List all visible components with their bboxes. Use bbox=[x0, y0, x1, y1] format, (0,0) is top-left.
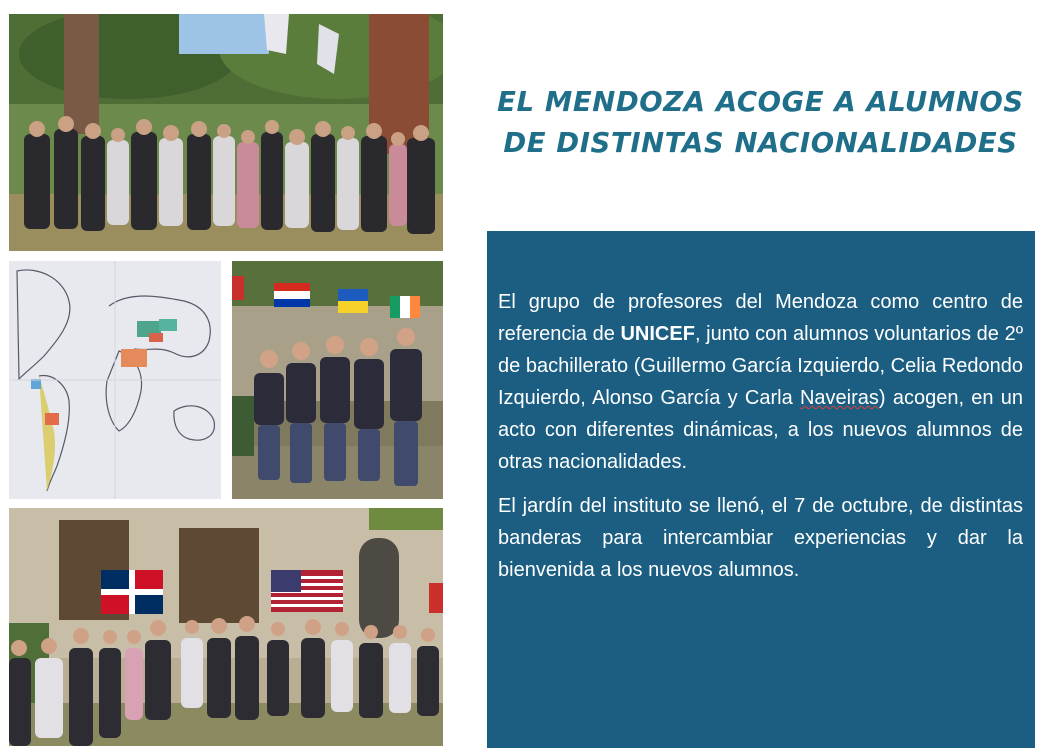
unicef-label: UNICEF bbox=[620, 323, 695, 345]
students-flags-photo bbox=[232, 261, 443, 499]
p1-text-after: ) acogen, en un acto con diferentes dinámicas, a los nuevos alumnos de otras nacionalidades. bbox=[498, 387, 1023, 473]
paragraph-2: El jardín del instituto se llenó, el 7 de octubre, de distintas banderas para intercambiar experiencias y dar la bienvenida a los nuevos alumnos. bbox=[498, 495, 1023, 581]
headline bbox=[488, 82, 1033, 164]
headline-line-2: DE DISTINTAS NACIONALIDADES bbox=[503, 127, 1018, 159]
misspelled-name: Naveiras bbox=[799, 387, 879, 409]
headline-line-1: EL MENDOZA ACOGE A ALUMNOS bbox=[497, 86, 1024, 118]
world-map-photo bbox=[9, 261, 221, 499]
article-body bbox=[498, 286, 1023, 598]
p1-text-middle: , junto con alumnos voluntarios de 2º de bachillerato (Guillermo García Izquierdo, Celia Redondo Izquierdo, Alonso García y Carla bbox=[498, 323, 1023, 409]
building-flags-photo bbox=[9, 508, 443, 746]
article-panel bbox=[487, 231, 1035, 748]
p1-text-before: El grupo de profesores del Mendoza como centro de referencia de bbox=[498, 291, 1023, 345]
paragraph-1 bbox=[498, 286, 1023, 478]
group-photo bbox=[9, 14, 443, 251]
